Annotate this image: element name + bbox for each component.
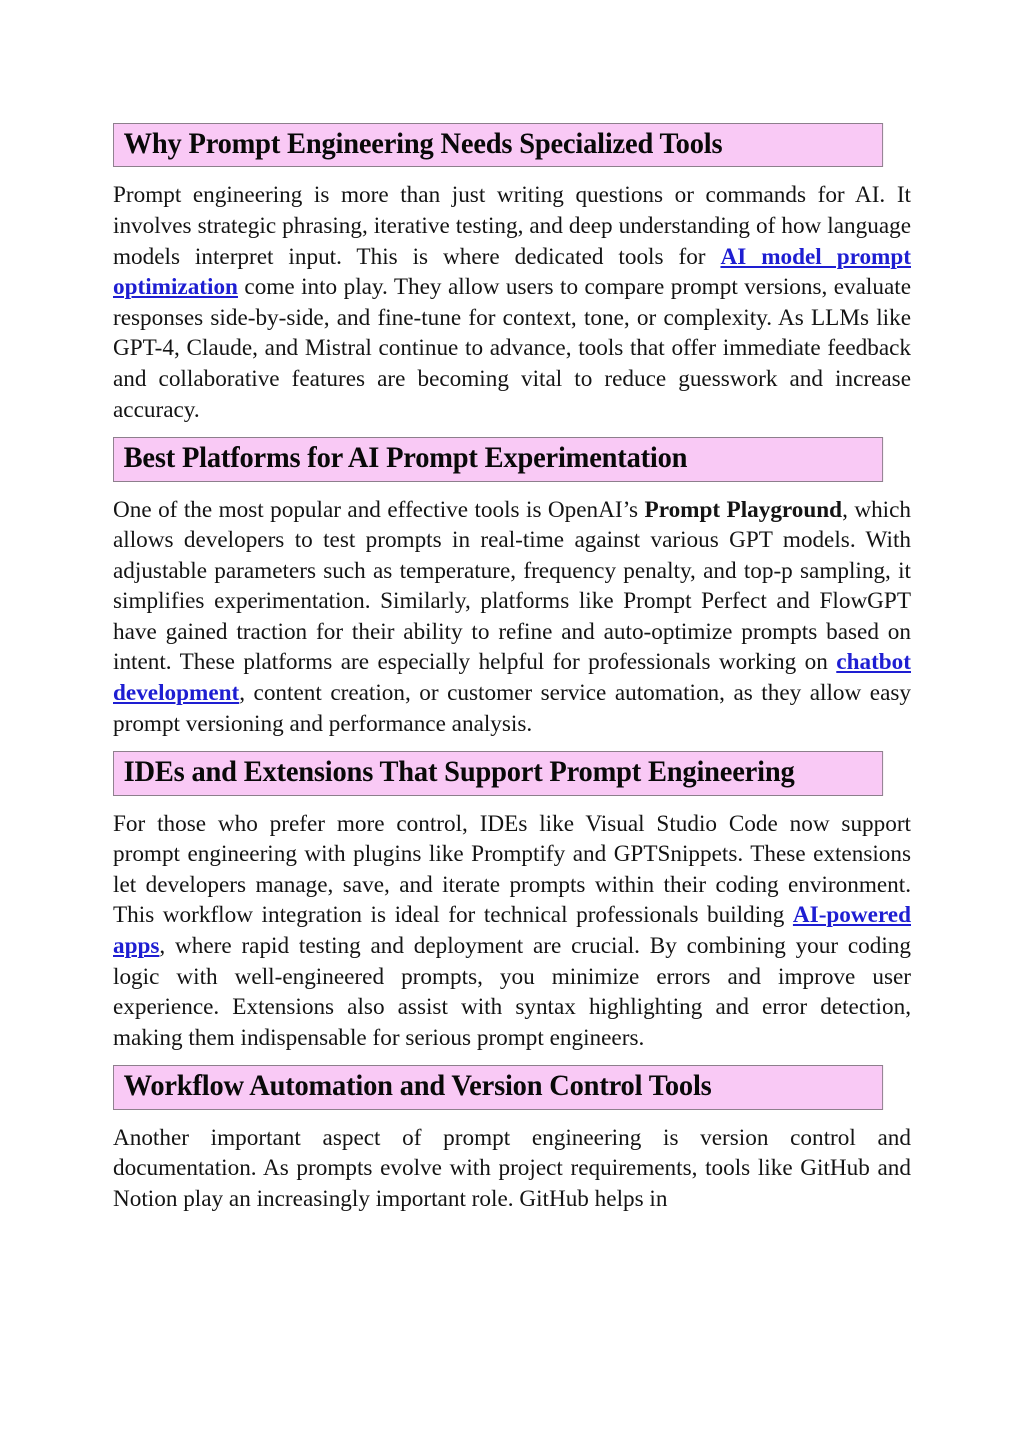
paragraph-2-text-part-1: One of the most popular and effective tools is OpenAI’s	[113, 496, 645, 523]
section-heading-4: Workflow Automation and Version Control Tools	[113, 1065, 883, 1109]
section-heading-2: Best Platforms for AI Prompt Experimentation	[113, 437, 883, 481]
section-paragraph-1	[113, 167, 911, 437]
link-ai-model-prompt-optimization[interactable]: AI model prompt optimization	[113, 243, 911, 301]
section-why-prompt-engineering	[113, 123, 911, 437]
section-paragraph-3	[113, 796, 911, 1066]
section-ides-and-extensions	[113, 751, 911, 1065]
link-ai-powered-apps[interactable]: AI-powered apps	[113, 902, 911, 959]
section-heading-1: Why Prompt Engineering Needs Specialized Tools	[113, 123, 883, 167]
section-paragraph-4	[113, 1110, 911, 1215]
bold-term-prompt-playground: Prompt Playground	[644, 496, 843, 523]
paragraph-4-text-part-1: Another important aspect of prompt engineering is version control and documentation. As prompts evolve with project requirements, tools like GitHub and Notion play an increasingly important role. GitHub helps in	[113, 1124, 911, 1212]
document-body	[113, 123, 911, 1215]
section-heading-3: IDEs and Extensions That Support Prompt Engineering	[113, 751, 883, 795]
section-workflow-automation	[113, 1065, 911, 1214]
paragraph-2-text-part-3: , content creation, or customer service automation, as they allow easy prompt versioning and performance analysis.	[113, 680, 911, 737]
section-paragraph-2	[113, 482, 911, 752]
paragraph-1-text-part-2: come into play. They allow users to compare prompt versions, evaluate responses side-by-side, and fine-tune for context, tone, or complexity. As LLMs like GPT-4, Claude, and Mistral continue to advance, tools that offer immediate feedback and collaborative features are becoming vital to reduce guesswork and increase accuracy.	[113, 274, 911, 423]
paragraph-2-text-part-2: , which allows developers to test prompts in real-time against various GPT models. With adjustable parameters such as temperature, frequency penalty, and top-p sampling, it simplifies experimentation. Similarly, platforms like Prompt Perfect and FlowGPT have gained traction for their ability to refine and auto-optimize prompts based on intent. These platforms are especially helpful for professionals working on	[113, 496, 912, 676]
paragraph-1-text-part-1: Prompt engineering is more than just writing questions or commands for AI. It involves strategic phrasing, iterative testing, and deep understanding of how language models interpret input. This is where dedicated tools for	[113, 182, 911, 270]
paragraph-3-text-part-1: For those who prefer more control, IDEs like Visual Studio Code now support prompt engineering with plugins like Promptify and GPTSnippets. These extensions let developers manage, save, and iterate prompts within their coding environment. This workflow integration is ideal for technical professionals building	[113, 810, 911, 929]
link-chatbot-development[interactable]: chatbot development	[113, 649, 911, 707]
paragraph-3-text-part-2: , where rapid testing and deployment are crucial. By combining your coding logic with well-engineered prompts, you minimize errors and improve user experience. Extensions also assist with syntax highlighting and error detection, making them indispensable for serious prompt engineers.	[113, 933, 911, 1051]
section-best-platforms	[113, 437, 911, 751]
